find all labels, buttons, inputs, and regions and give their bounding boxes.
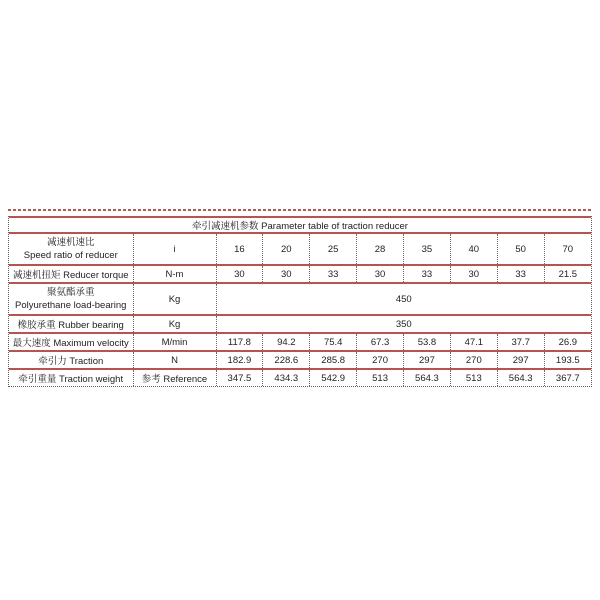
value-cell: 513 [357,369,404,386]
value-cell: 182.9 [216,351,263,369]
row-label-en: Speed ratio of reducer [23,250,118,261]
value-cell: 297 [497,351,544,369]
table-row-polyurethane-load [9,283,591,315]
value-cell: 564.3 [497,369,544,386]
row-label: 减速机扭矩 Reducer torque [9,265,133,283]
value-cell: 513 [450,369,497,386]
unit-cell: Kg [133,283,216,315]
unit-cell: Kg [133,315,216,333]
value-cell: 193.5 [544,351,591,369]
value-cell: 33 [497,265,544,283]
value-cell: 37.7 [497,333,544,351]
value-cell: 564.3 [404,369,451,386]
value-cell: 21.5 [544,265,591,283]
row-label [9,283,133,315]
value-cell: 75.4 [310,333,357,351]
table-row-speed-ratio [9,233,591,265]
value-cell: 30 [263,265,310,283]
table-row-reducer-torque [9,265,591,283]
row-label: 牵引重量 Traction weight [9,369,133,386]
row-label: 最大速度 Maximum velocity [9,333,133,351]
value-cell: 297 [404,351,451,369]
value-cell: 53.8 [404,333,451,351]
row-label-zh: 减速机速比 [46,237,95,248]
value-cell: 94.2 [263,333,310,351]
value-cell: 285.8 [310,351,357,369]
value-cell: 50 [497,233,544,265]
value-cell: 347.5 [216,369,263,386]
value-cell: 40 [450,233,497,265]
merged-value-cell: 450 [216,283,591,315]
value-cell: 33 [404,265,451,283]
value-cell: 25 [310,233,357,265]
value-cell: 542.9 [310,369,357,386]
value-cell: 70 [544,233,591,265]
table-row-traction-weight [9,369,591,386]
value-cell: 33 [310,265,357,283]
value-cell: 367.7 [544,369,591,386]
value-cell: 117.8 [216,333,263,351]
value-cell: 67.3 [357,333,404,351]
parameter-sheet [8,209,592,387]
table-title: 牵引减速机参数 Parameter table of traction reducer [9,217,591,233]
value-cell: 28 [357,233,404,265]
parameter-table [9,216,591,386]
row-label-zh: 聚氨酯承重 [46,287,95,298]
value-cell: 16 [216,233,263,265]
value-cell: 270 [357,351,404,369]
row-label-en: Polyurethane load-bearing [15,300,127,311]
value-cell: 30 [450,265,497,283]
table-row-traction [9,351,591,369]
table-row-rubber-bearing [9,315,591,333]
value-cell: 30 [216,265,263,283]
row-label [9,233,133,265]
value-cell: 270 [450,351,497,369]
parameter-table-wrapper [8,216,592,387]
row-label: 牵引力 Traction [9,351,133,369]
value-cell: 434.3 [263,369,310,386]
value-cell: 35 [404,233,451,265]
unit-cell: 参考 Reference [133,369,216,386]
merged-value-cell: 350 [216,315,591,333]
dashed-top-rule [8,209,592,211]
value-cell: 228.6 [263,351,310,369]
value-cell: 20 [263,233,310,265]
table-row-maximum-velocity [9,333,591,351]
unit-cell: N-m [133,265,216,283]
unit-cell: N [133,351,216,369]
unit-cell: M/min [133,333,216,351]
table-title-row [9,217,591,233]
value-cell: 30 [357,265,404,283]
unit-cell: i [133,233,216,265]
value-cell: 47.1 [450,333,497,351]
row-label: 橡胶承重 Rubber bearing [9,315,133,333]
value-cell: 26.9 [544,333,591,351]
